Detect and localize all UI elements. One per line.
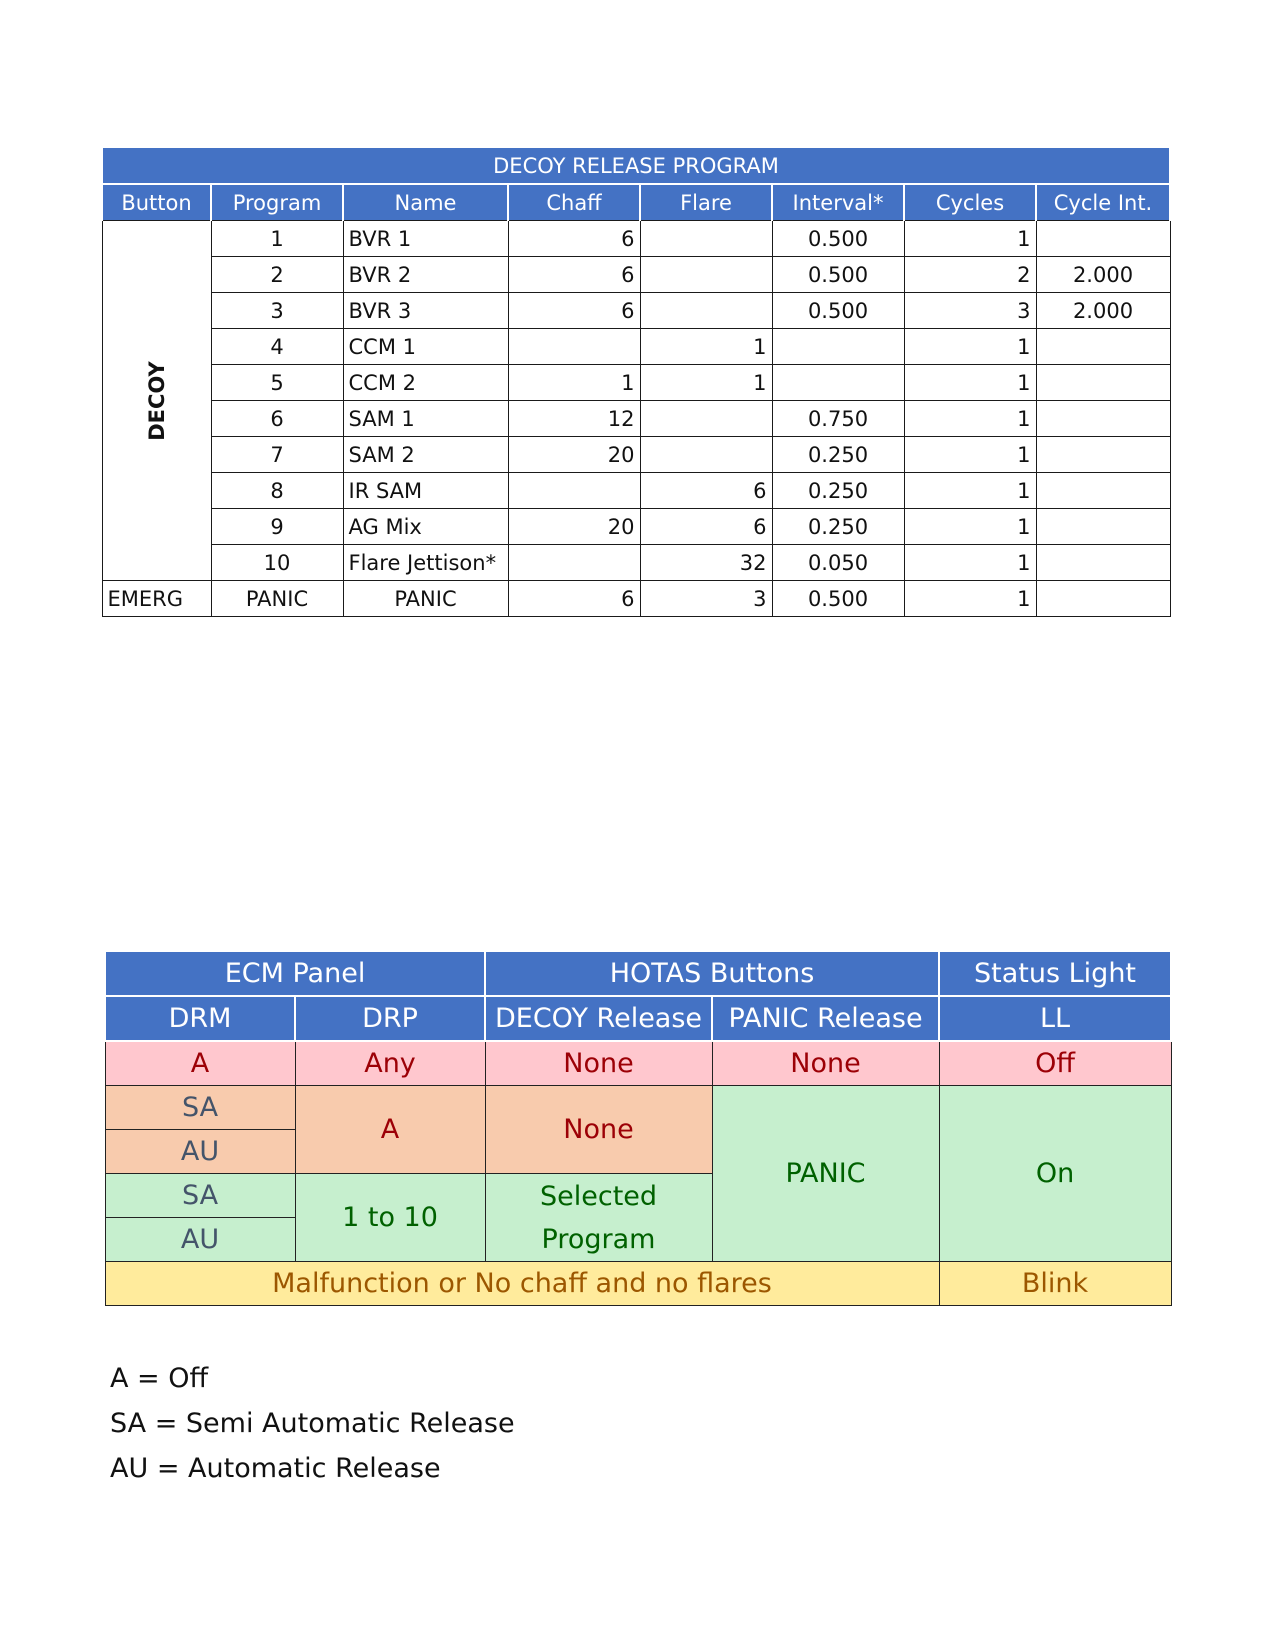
decoy-button-cell	[102, 221, 211, 581]
decoy-release-line2: Program	[541, 1223, 656, 1255]
cycle-int-cell	[1036, 329, 1170, 365]
chaff-cell	[508, 545, 640, 581]
flare-cell	[640, 257, 772, 293]
table-row	[102, 329, 1170, 365]
cycles-cell: 1	[904, 509, 1036, 545]
legend-item: A = Off	[110, 1363, 209, 1394]
cycles-cell: 1	[904, 545, 1036, 581]
drp-cell: 1 to 10	[295, 1174, 485, 1262]
table-row	[102, 473, 1170, 509]
cycles-cell: 3	[904, 293, 1036, 329]
program-cell: 6	[211, 401, 343, 437]
table-row	[102, 365, 1170, 401]
program-cell: PANIC	[211, 581, 343, 617]
legend	[110, 1356, 515, 1491]
header-hotas-buttons: HOTAS Buttons	[485, 951, 939, 996]
chaff-cell: 6	[508, 581, 640, 617]
ll-cell: Off	[939, 1041, 1171, 1086]
header-status-light: Status Light	[939, 951, 1171, 996]
name-cell: IR SAM	[343, 473, 508, 509]
cycles-cell: 2	[904, 257, 1036, 293]
name-cell: PANIC	[343, 581, 508, 617]
cycles-cell: 1	[904, 473, 1036, 509]
flare-cell: 3	[640, 581, 772, 617]
name-cell: CCM 2	[343, 365, 508, 401]
interval-cell: 0.500	[772, 221, 904, 257]
panic-release-cell: PANIC	[712, 1086, 939, 1262]
cycle-int-cell: 2.000	[1036, 293, 1170, 329]
header-cycle-int: Cycle Int.	[1036, 184, 1170, 221]
legend-item: AU = Automatic Release	[110, 1453, 441, 1484]
ecm-row-malfunction	[105, 1262, 1171, 1306]
name-cell: BVR 3	[343, 293, 508, 329]
flare-cell	[640, 293, 772, 329]
name-cell: SAM 1	[343, 401, 508, 437]
drm-cell: AU	[105, 1218, 295, 1262]
header-panic-release: PANIC Release	[712, 996, 939, 1041]
drm-cell: SA	[105, 1086, 295, 1130]
table-row	[102, 257, 1170, 293]
cycle-int-cell	[1036, 221, 1170, 257]
cycle-int-cell	[1036, 473, 1170, 509]
cycle-int-cell	[1036, 509, 1170, 545]
cycle-int-cell	[1036, 401, 1170, 437]
interval-cell: 0.500	[772, 257, 904, 293]
program-cell: 10	[211, 545, 343, 581]
header-flare: Flare	[640, 184, 772, 221]
drp-cell: A	[295, 1086, 485, 1174]
chaff-cell: 20	[508, 437, 640, 473]
chaff-cell: 12	[508, 401, 640, 437]
ecm-status-table	[104, 950, 1172, 1306]
interval-cell: 0.500	[772, 293, 904, 329]
name-cell: BVR 2	[343, 257, 508, 293]
flare-cell: 1	[640, 329, 772, 365]
interval-cell: 0.250	[772, 437, 904, 473]
table-title: DECOY RELEASE PROGRAM	[102, 148, 1170, 184]
cycle-int-cell	[1036, 581, 1170, 617]
header-drp: DRP	[295, 996, 485, 1041]
ecm-row-sa-1	[105, 1086, 1171, 1130]
decoy-label: DECOY	[144, 360, 169, 441]
cycles-cell: 1	[904, 365, 1036, 401]
program-cell: 4	[211, 329, 343, 365]
header-name: Name	[343, 184, 508, 221]
interval-cell: 0.500	[772, 581, 904, 617]
cycles-cell: 1	[904, 221, 1036, 257]
panic-release-cell: None	[712, 1041, 939, 1086]
header-ll: LL	[939, 996, 1171, 1041]
ecm-row-a	[105, 1041, 1171, 1086]
decoy-release-program-table	[101, 148, 1171, 617]
ll-cell: On	[939, 1086, 1171, 1262]
malfunction-cell: Malfunction or No chaff and no flares	[105, 1262, 939, 1306]
table-row	[102, 545, 1170, 581]
interval-cell	[772, 329, 904, 365]
table-row	[102, 221, 1170, 257]
header-interval: Interval*	[772, 184, 904, 221]
decoy-release-cell	[485, 1174, 712, 1262]
cycle-int-cell	[1036, 437, 1170, 473]
name-cell: Flare Jettison*	[343, 545, 508, 581]
drm-cell: SA	[105, 1174, 295, 1218]
flare-cell	[640, 401, 772, 437]
header-drm: DRM	[105, 996, 295, 1041]
table-row-emerg	[102, 581, 1170, 617]
cycles-cell: 1	[904, 401, 1036, 437]
blink-cell: Blink	[939, 1262, 1171, 1306]
table-row	[102, 437, 1170, 473]
flare-cell: 6	[640, 509, 772, 545]
flare-cell	[640, 437, 772, 473]
cycles-cell: 1	[904, 437, 1036, 473]
cycles-cell: 1	[904, 329, 1036, 365]
drm-cell: A	[105, 1041, 295, 1086]
program-cell: 2	[211, 257, 343, 293]
drm-cell: AU	[105, 1130, 295, 1174]
chaff-cell: 1	[508, 365, 640, 401]
interval-cell: 0.750	[772, 401, 904, 437]
name-cell: SAM 2	[343, 437, 508, 473]
header-ecm-panel: ECM Panel	[105, 951, 485, 996]
name-cell: CCM 1	[343, 329, 508, 365]
flare-cell	[640, 221, 772, 257]
legend-item: SA = Semi Automatic Release	[110, 1408, 515, 1439]
interval-cell: 0.250	[772, 473, 904, 509]
chaff-cell: 20	[508, 509, 640, 545]
interval-cell	[772, 365, 904, 401]
header-chaff: Chaff	[508, 184, 640, 221]
header-button: Button	[102, 184, 211, 221]
header-program: Program	[211, 184, 343, 221]
program-cell: 9	[211, 509, 343, 545]
cycle-int-cell	[1036, 365, 1170, 401]
flare-cell: 1	[640, 365, 772, 401]
chaff-cell: 6	[508, 221, 640, 257]
table-row	[102, 401, 1170, 437]
chaff-cell	[508, 329, 640, 365]
chaff-cell	[508, 473, 640, 509]
cycle-int-cell	[1036, 545, 1170, 581]
cycles-cell: 1	[904, 581, 1036, 617]
table-row	[102, 293, 1170, 329]
chaff-cell: 6	[508, 293, 640, 329]
emerg-button-cell: EMERG	[102, 581, 211, 617]
flare-cell: 32	[640, 545, 772, 581]
header-cycles: Cycles	[904, 184, 1036, 221]
flare-cell: 6	[640, 473, 772, 509]
drp-cell: Any	[295, 1041, 485, 1086]
name-cell: BVR 1	[343, 221, 508, 257]
program-cell: 7	[211, 437, 343, 473]
table-row	[102, 509, 1170, 545]
cycle-int-cell: 2.000	[1036, 257, 1170, 293]
program-cell: 3	[211, 293, 343, 329]
program-cell: 1	[211, 221, 343, 257]
decoy-release-cell: None	[485, 1086, 712, 1174]
interval-cell: 0.250	[772, 509, 904, 545]
program-cell: 5	[211, 365, 343, 401]
name-cell: AG Mix	[343, 509, 508, 545]
header-decoy-release: DECOY Release	[485, 996, 712, 1041]
chaff-cell: 6	[508, 257, 640, 293]
program-cell: 8	[211, 473, 343, 509]
decoy-release-line1: Selected	[539, 1180, 658, 1212]
decoy-release-cell: None	[485, 1041, 712, 1086]
interval-cell: 0.050	[772, 545, 904, 581]
